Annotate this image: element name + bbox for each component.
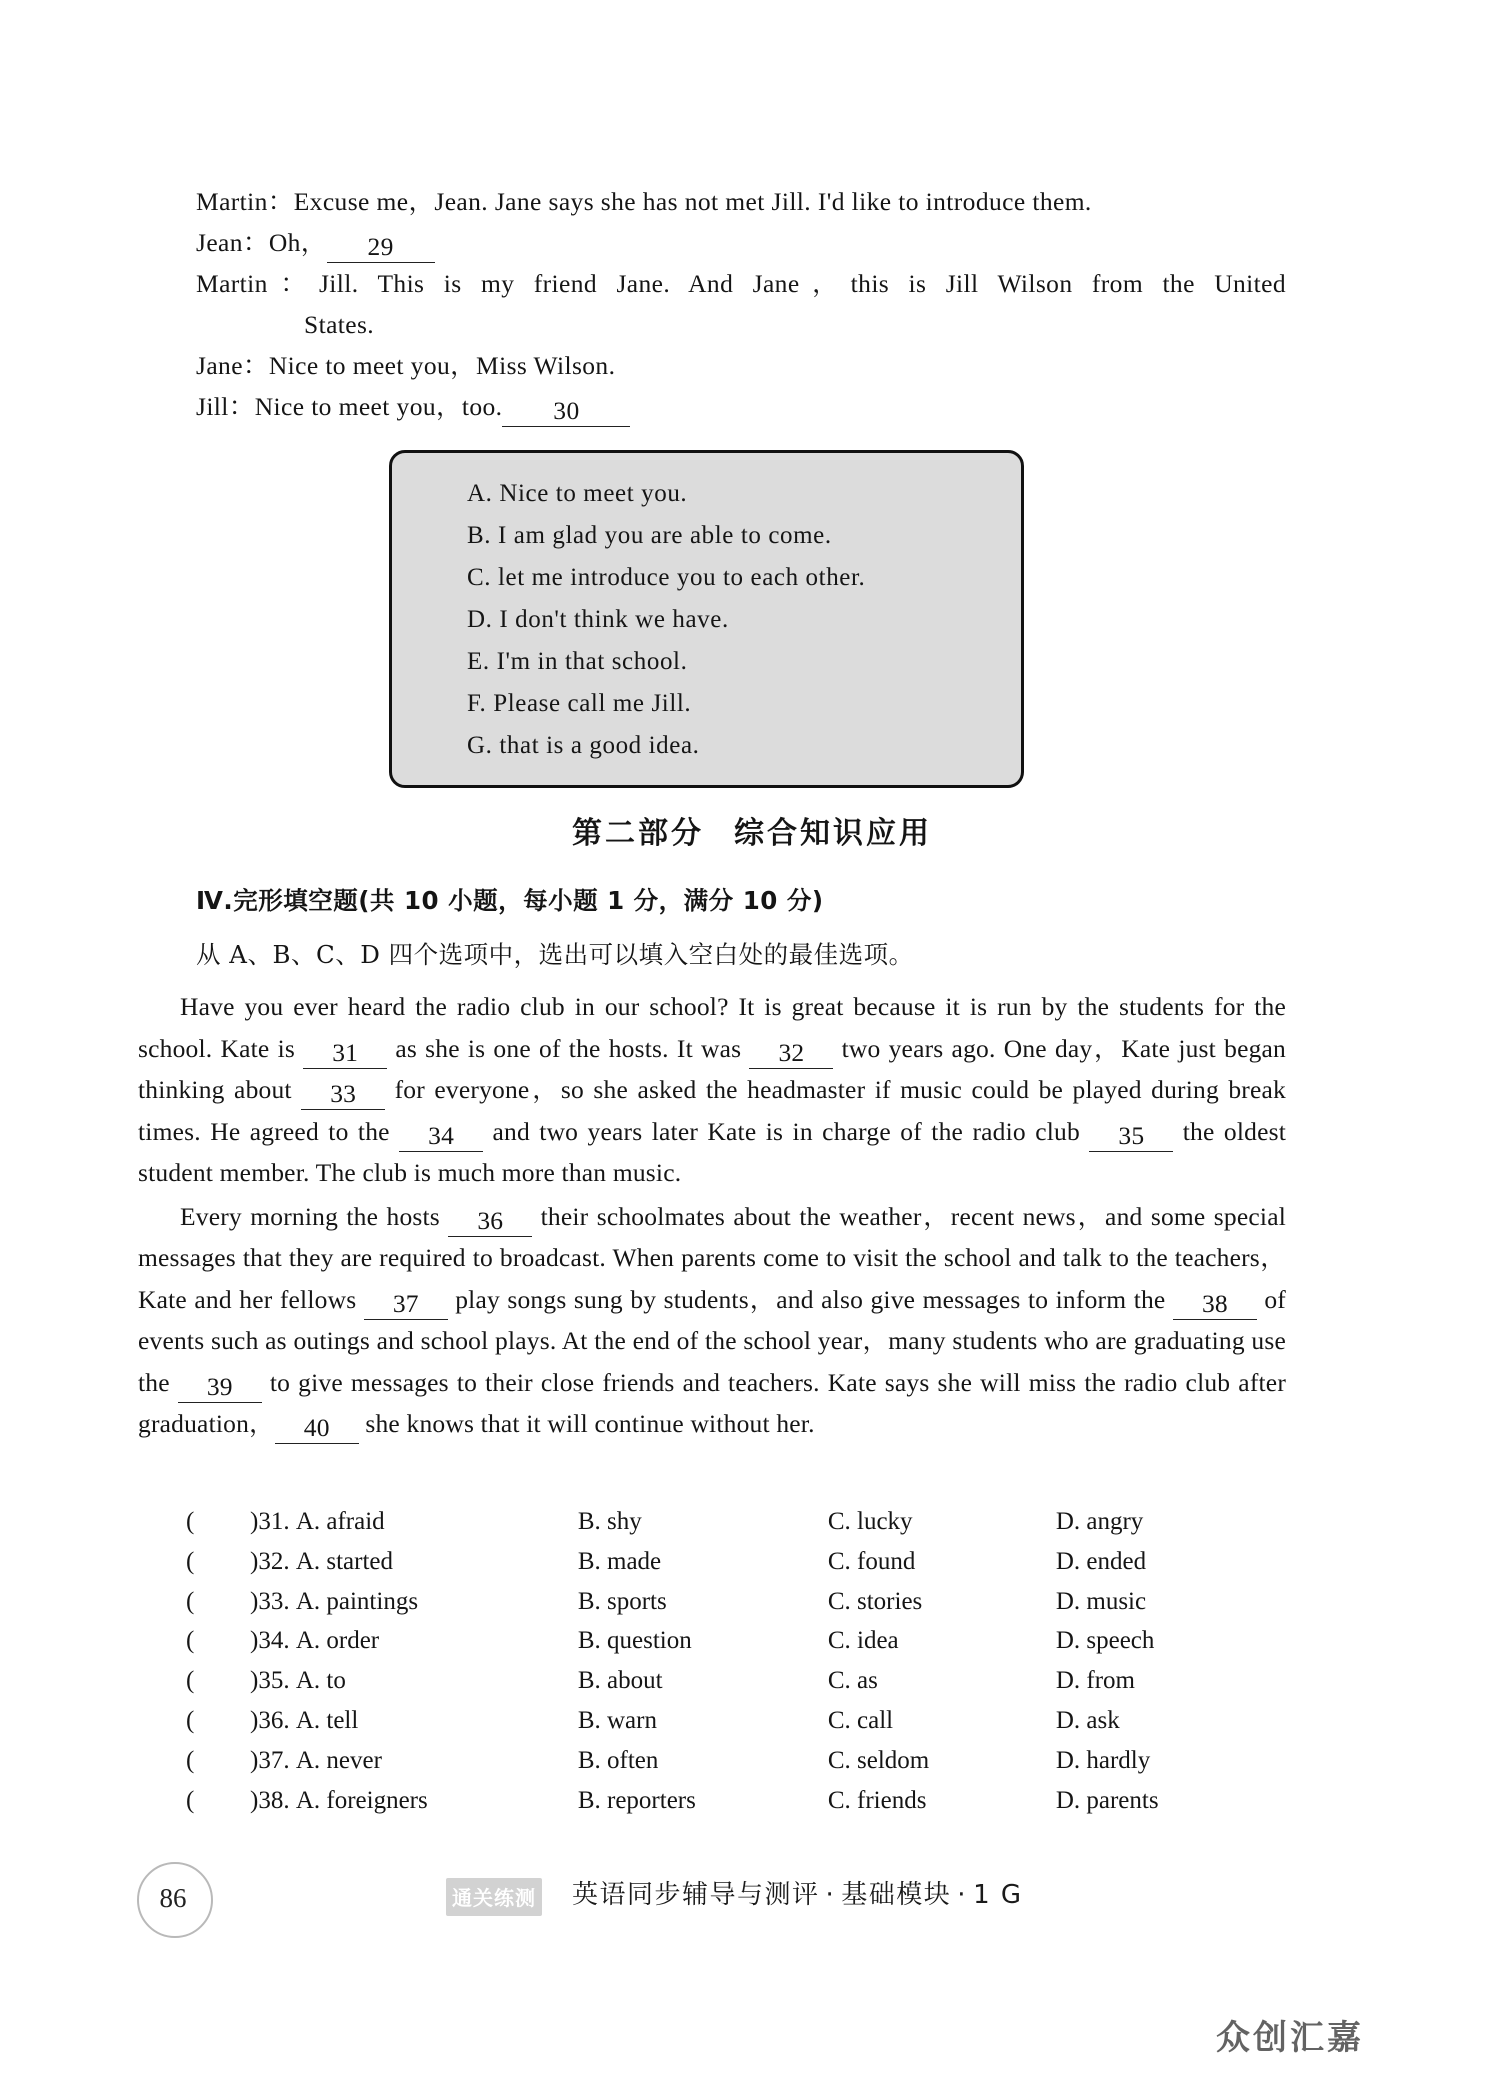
choice-option-b[interactable]: B. often [577, 1746, 659, 1774]
choice-option-a[interactable]: A. foreigners [295, 1786, 428, 1814]
choice-option-a[interactable]: A. order [295, 1627, 380, 1655]
passage-text: she knows that it will continue without her. [358, 1409, 815, 1438]
passage-paragraph-1 [138, 986, 1286, 1194]
footer-separator-dot: · [825, 1880, 836, 1910]
footer-title [572, 1874, 1023, 1911]
choice-option-d[interactable]: D. speech [1055, 1627, 1155, 1655]
answer-blank-40[interactable]: 40 [275, 1413, 359, 1444]
answer-blank-35[interactable]: 35 [1089, 1121, 1173, 1152]
dialogue-text: Nice to meet you，too. [254, 392, 503, 421]
choice-row-32[interactable] [186, 1542, 1306, 1582]
speaker-label: Martin： [196, 269, 319, 298]
choice-number: 34. [258, 1627, 290, 1655]
choice-option-c[interactable]: C. idea [827, 1627, 899, 1655]
choice-option-b[interactable]: B. made [577, 1547, 662, 1575]
choice-option-c[interactable]: C. as [827, 1667, 878, 1695]
footer-title-main: 英语同步辅导与测评 [572, 1880, 820, 1910]
choice-option-b[interactable]: B. shy [577, 1508, 642, 1535]
answer-blank-30[interactable]: 30 [502, 396, 630, 427]
dialogue-line-martin-2 [196, 264, 1286, 304]
part4-instruction: 从 A、B、C、D 四个选项中，选出可以填入空白处的最佳选项。 [196, 940, 914, 969]
answer-paren-open: ( [186, 1746, 195, 1774]
choice-option-c[interactable]: C. found [827, 1547, 916, 1575]
choice-option-a[interactable]: A. started [295, 1547, 394, 1575]
dialogue-line-martin-2-cont [196, 305, 1296, 345]
passage-text: and two years later Kate is in charge of the radio club [483, 1116, 1090, 1146]
dialogue-line-jill-1 [196, 387, 1296, 427]
answer-paren-close: ) [250, 1508, 259, 1535]
speaker-label: Martin： [196, 187, 294, 216]
choice-option-c[interactable]: C. friends [827, 1786, 927, 1814]
answer-paren-close: ) [250, 1587, 259, 1615]
section-heading [0, 808, 1504, 852]
choice-option-c[interactable]: C. seldom [827, 1746, 930, 1774]
choice-row-36[interactable] [186, 1701, 1306, 1741]
dialogue-text: Jill. This is my friend Jane. And Jane，this is Jill Wilson from the United [318, 269, 1287, 298]
passage-text: play songs sung by students，and also give messages to inform the [447, 1284, 1173, 1314]
choice-row-38[interactable] [186, 1781, 1306, 1821]
watermark-logo: 众创汇嘉 [1216, 2018, 1364, 2058]
answer-paren-open: ( [186, 1627, 195, 1655]
dialogue-text: Oh， [268, 228, 327, 257]
choice-option-d[interactable]: D. angry [1055, 1508, 1144, 1535]
choice-number: 36. [258, 1706, 290, 1734]
answer-paren-close: ) [250, 1667, 259, 1695]
passage-text: as she is one of the hosts. It was [387, 1033, 750, 1063]
choice-option-b[interactable]: B. reporters [577, 1786, 696, 1814]
option-item-f[interactable]: F. Please call me Jill. [467, 690, 692, 717]
choice-number: 38. [258, 1786, 290, 1814]
option-item-a[interactable]: A. Nice to meet you. [467, 480, 688, 507]
dialogue-block [196, 182, 1296, 428]
answer-paren-open: ( [186, 1587, 195, 1615]
choice-number: 31. [258, 1508, 290, 1535]
choice-option-a[interactable]: A. never [295, 1746, 382, 1774]
choice-option-d[interactable]: D. parents [1055, 1786, 1159, 1814]
choice-option-c[interactable]: C. lucky [827, 1508, 913, 1535]
cloze-passage [138, 986, 1286, 1445]
speaker-label: Jill： [196, 392, 255, 421]
choice-option-a[interactable]: A. paintings [295, 1587, 419, 1615]
option-item-b[interactable]: B. I am glad you are able to come. [467, 522, 832, 549]
choice-number: 32. [258, 1547, 290, 1575]
choice-number: 37. [258, 1746, 290, 1774]
answer-paren-open: ( [186, 1786, 195, 1814]
option-item-d[interactable]: D. I don't think we have. [467, 606, 729, 633]
answer-blank-36[interactable]: 36 [448, 1206, 532, 1237]
choice-number: 33. [258, 1587, 290, 1615]
choice-option-d[interactable]: D. ended [1055, 1547, 1147, 1575]
choice-option-d[interactable]: D. ask [1055, 1706, 1120, 1734]
section-part-label: 第二部分 [572, 816, 704, 851]
answer-blank-29[interactable]: 29 [327, 232, 435, 263]
choice-row-37[interactable] [186, 1741, 1306, 1781]
answer-choices-list [186, 1502, 1306, 1820]
answer-blank-39[interactable]: 39 [178, 1372, 262, 1403]
passage-text: Have you ever heard the radio club in our school? It is great because it is run by the students for the school. Kate is [138, 992, 1286, 1063]
choice-option-b[interactable]: B. warn [577, 1706, 657, 1734]
choice-option-d[interactable]: D. hardly [1055, 1746, 1151, 1774]
choice-option-a[interactable]: A. tell [295, 1706, 359, 1734]
footer-title-code: 1 G [973, 1880, 1023, 1910]
answer-paren-close: ) [250, 1786, 259, 1814]
dialogue-text: Nice to meet you，Miss Wilson. [268, 351, 616, 380]
choice-option-b[interactable]: B. about [577, 1667, 663, 1695]
answer-paren-close: ) [250, 1706, 259, 1734]
choice-row-34[interactable] [186, 1621, 1306, 1661]
choice-option-d[interactable]: D. music [1055, 1587, 1147, 1615]
dialogue-line-jean-1 [196, 223, 1296, 263]
choice-option-c[interactable]: C. stories [827, 1587, 923, 1615]
dialogue-line-martin-1 [196, 182, 1296, 222]
answer-paren-open: ( [186, 1706, 195, 1734]
choice-row-35[interactable] [186, 1661, 1306, 1701]
choice-option-b[interactable]: B. question [577, 1627, 692, 1655]
passage-text: two years ago. One day，Kate just began thinking about [138, 1033, 1287, 1104]
choice-option-c[interactable]: C. call [827, 1706, 894, 1734]
dialogue-text: Excuse me，Jean. Jane says she has not met Jill. I'd like to introduce them. [293, 187, 1092, 216]
passage-text: of events such as outings and school plays. At the end of the school year，many students who are graduating use the [138, 1284, 1286, 1397]
section-part-title: 综合知识应用 [734, 816, 932, 851]
option-item-c[interactable]: C. let me introduce you to each other. [467, 564, 866, 591]
choice-option-a[interactable]: A. afraid [295, 1508, 385, 1535]
answer-blank-33[interactable]: 33 [301, 1079, 385, 1110]
option-item-e[interactable]: E. I'm in that school. [467, 648, 688, 675]
choice-row-31[interactable] [186, 1502, 1306, 1542]
options-box [389, 450, 1024, 788]
answer-blank-34[interactable]: 34 [399, 1121, 483, 1152]
choice-option-d[interactable]: D. from [1055, 1667, 1135, 1695]
page-number: 86 [159, 1883, 187, 1913]
speaker-label: Jean： [196, 228, 269, 257]
answer-blank-37[interactable]: 37 [364, 1289, 448, 1320]
part4-heading: Ⅳ.完形填空题(共 10 小题，每小题 1 分，满分 10 分) [196, 886, 824, 915]
passage-text: the oldest student member. The club is much more than music. [138, 1116, 1286, 1187]
choice-number: 35. [258, 1667, 290, 1695]
passage-text: for everyone，so she asked the headmaster if music could be played during break times. He agreed to the [138, 1075, 1286, 1146]
answer-paren-open: ( [186, 1508, 195, 1535]
passage-paragraph-2 [138, 1196, 1286, 1445]
dialogue-text-cont: States. [304, 310, 375, 339]
passage-text: Every morning the hosts [180, 1201, 449, 1231]
answer-paren-close: ) [250, 1627, 259, 1655]
answer-paren-close: ) [250, 1746, 259, 1774]
passage-text: to give messages to their close friends and teachers. Kate says she will miss the radio club after graduation， [138, 1367, 1287, 1438]
answer-blank-31[interactable]: 31 [303, 1038, 387, 1069]
choice-option-b[interactable]: B. sports [577, 1587, 667, 1615]
choice-option-a[interactable]: A. to [295, 1667, 346, 1695]
choice-row-33[interactable] [186, 1582, 1306, 1622]
passage-text: their schoolmates about the weather，recent news，and some special messages that they are required to broadcast. When parents come to visit the school and talk to the teachers，Kate and her fellows [138, 1201, 1286, 1314]
answer-paren-open: ( [186, 1667, 195, 1695]
answer-blank-32[interactable]: 32 [749, 1038, 833, 1069]
answer-paren-close: ) [250, 1547, 259, 1575]
footer-series-badge: 通关练测 [446, 1878, 542, 1916]
footer-title-sub: 基础模块 [841, 1880, 952, 1910]
dialogue-line-jane-1 [196, 346, 1296, 386]
footer-separator-dot-2: · [957, 1880, 968, 1910]
option-item-g[interactable]: G. that is a good idea. [467, 732, 700, 759]
answer-blank-38[interactable]: 38 [1173, 1289, 1257, 1320]
speaker-label: Jane： [196, 351, 269, 380]
answer-paren-open: ( [186, 1547, 195, 1575]
